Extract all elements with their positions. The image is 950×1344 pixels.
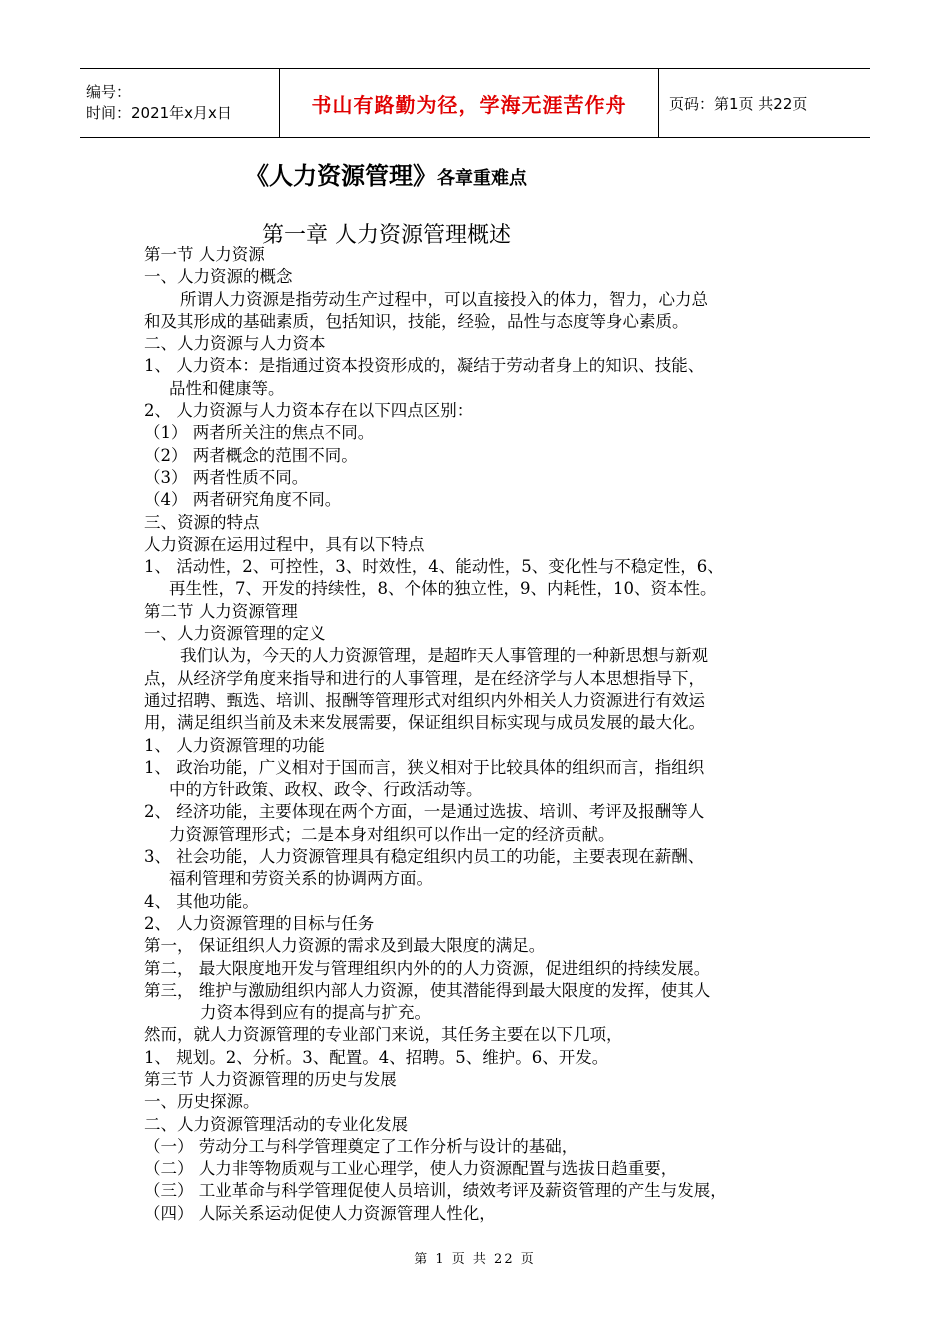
list-item: 第一， 保证组织人力资源的需求及到最大限度的满足。: [144, 936, 546, 956]
paragraph-line: 所谓人力资源是指劳动生产过程中，可以直接投入的体力，智力，心力总: [180, 289, 708, 309]
header-motto: [280, 69, 659, 137]
header-page-info: [659, 69, 870, 137]
paragraph-line: 人力资源在运用过程中，具有以下特点: [144, 534, 425, 554]
paragraph-line: 用，满足组织当前及未来发展需要，保证组织目标实现与成员发展的最大化。: [144, 713, 705, 733]
subheading: 一、人力资源的概念: [144, 267, 293, 287]
list-item-continuation: 再生性，7、开发的持续性，8、个体的独立性，9、内耗性，10、资本性。: [169, 579, 717, 599]
list-item: （二） 人力非等物质观与工业心理学，使人力资源配置与选拔日趋重要，: [144, 1159, 678, 1179]
list-item-continuation: 中的方针政策、政权、政令、行政活动等。: [169, 780, 483, 800]
paragraph-line: 我们认为，今天的人力资源管理，是超昨天人事管理的一种新思想与新观: [180, 646, 708, 666]
subheading: 一、历史探源。: [144, 1092, 260, 1112]
date-label: 时间：2021年x月x日: [86, 104, 232, 122]
subheading: 一、人力资源管理的定义: [144, 624, 326, 644]
paragraph-line: 和及其形成的基础素质，包括知识，技能，经验，品性与态度等身心素质。: [144, 311, 689, 331]
list-item-continuation: 品性和健康等。: [169, 378, 285, 398]
page-header: [80, 68, 870, 138]
list-item: 第三， 维护与激励组织内部人力资源，使其潜能得到最大限度的发挥，使其人: [144, 980, 711, 1000]
list-item: 1、 规划。2、分析。3、配置。4、招聘。5、维护。6、开发。: [144, 1047, 609, 1067]
number-label: 编号：: [86, 83, 132, 101]
paragraph-line: 通过招聘、甄选、培训、报酬等管理形式对组织内外相关人力资源进行有效运: [144, 690, 705, 710]
page-footer: 第 1 页 共 22 页: [414, 1252, 536, 1267]
list-item: 3、 社会功能，人力资源管理具有稳定组织内员工的功能，主要表现在薪酬、: [144, 847, 705, 867]
list-item: 第二， 最大限度地开发与管理组织内外的的人力资源，促进组织的持续发展。: [144, 958, 711, 978]
list-item: （2） 两者概念的范围不同。: [144, 445, 358, 465]
list-item: 2、 经济功能，主要体现在两个方面，一是通过选拔、培训、考评及报酬等人: [144, 802, 705, 822]
section-heading: 第三节 人力资源管理的历史与发展: [144, 1069, 397, 1089]
header-meta: [80, 69, 280, 137]
title-sub: 各章重难点: [437, 168, 527, 189]
list-item: （4） 两者研究角度不同。: [144, 490, 342, 510]
list-item: （三） 工业革命与科学管理促使人员培训，绩效考评及薪资管理的产生与发展，: [144, 1181, 727, 1201]
subheading: 三、资源的特点: [144, 512, 260, 532]
motto-text: 书山有路勤为径，学海无涯苦作舟: [311, 92, 627, 117]
list-item: （3） 两者性质不同。: [144, 467, 309, 487]
list-item: 1、 人力资本：是指通过资本投资形成的，凝结于劳动者身上的知识、技能、: [144, 356, 705, 376]
section-heading: 第二节 人力资源管理: [144, 601, 298, 621]
list-item-continuation: 力资源管理形式；二是本身对组织可以作出一定的经济贡献。: [169, 824, 615, 844]
document-title: [245, 156, 527, 191]
list-item: （四） 人际关系运动促使人力资源管理人性化，: [144, 1203, 496, 1223]
paragraph-line: 点，从经济学角度来指导和进行的人事管理，是在经济学与人本思想指导下，: [144, 668, 705, 688]
subheading: 1、 人力资源管理的功能: [144, 735, 325, 755]
list-item: 4、 其他功能。: [144, 891, 259, 911]
chapter-heading: 第一章 人力资源管理概述: [262, 223, 511, 248]
list-item: 2、 人力资源与人力资本存在以下四点区别：: [144, 401, 474, 421]
list-item-continuation: 福利管理和劳资关系的协调两方面。: [169, 869, 433, 889]
title-main: 《人力资源管理》: [245, 162, 437, 190]
list-item: （1） 两者所关注的焦点不同。: [144, 423, 375, 443]
section-heading: 第一节 人力资源: [144, 245, 265, 264]
list-item: 1、 政治功能，广义相对于国而言，狭义相对于比较具体的组织而言，指组织: [144, 757, 705, 777]
subheading: 二、人力资源与人力资本: [144, 334, 326, 354]
list-item-continuation: 力资本得到应有的提高与扩充。: [200, 1003, 431, 1023]
subheading: 二、人力资源管理活动的专业化发展: [144, 1114, 408, 1134]
list-item: 1、 活动性，2、可控性，3、时效性，4、能动性，5、变化性与不稳定性，6、: [144, 557, 724, 577]
body-text: [144, 244, 814, 1225]
paragraph-line: 然而，就人力资源管理的专业部门来说，其任务主要在以下几项，: [144, 1025, 623, 1045]
page-info-text: 页码：第1页 共22页: [669, 94, 808, 113]
list-item: （一） 劳动分工与科学管理奠定了工作分析与设计的基础，: [144, 1136, 579, 1156]
subheading: 2、 人力资源管理的目标与任务: [144, 913, 375, 933]
